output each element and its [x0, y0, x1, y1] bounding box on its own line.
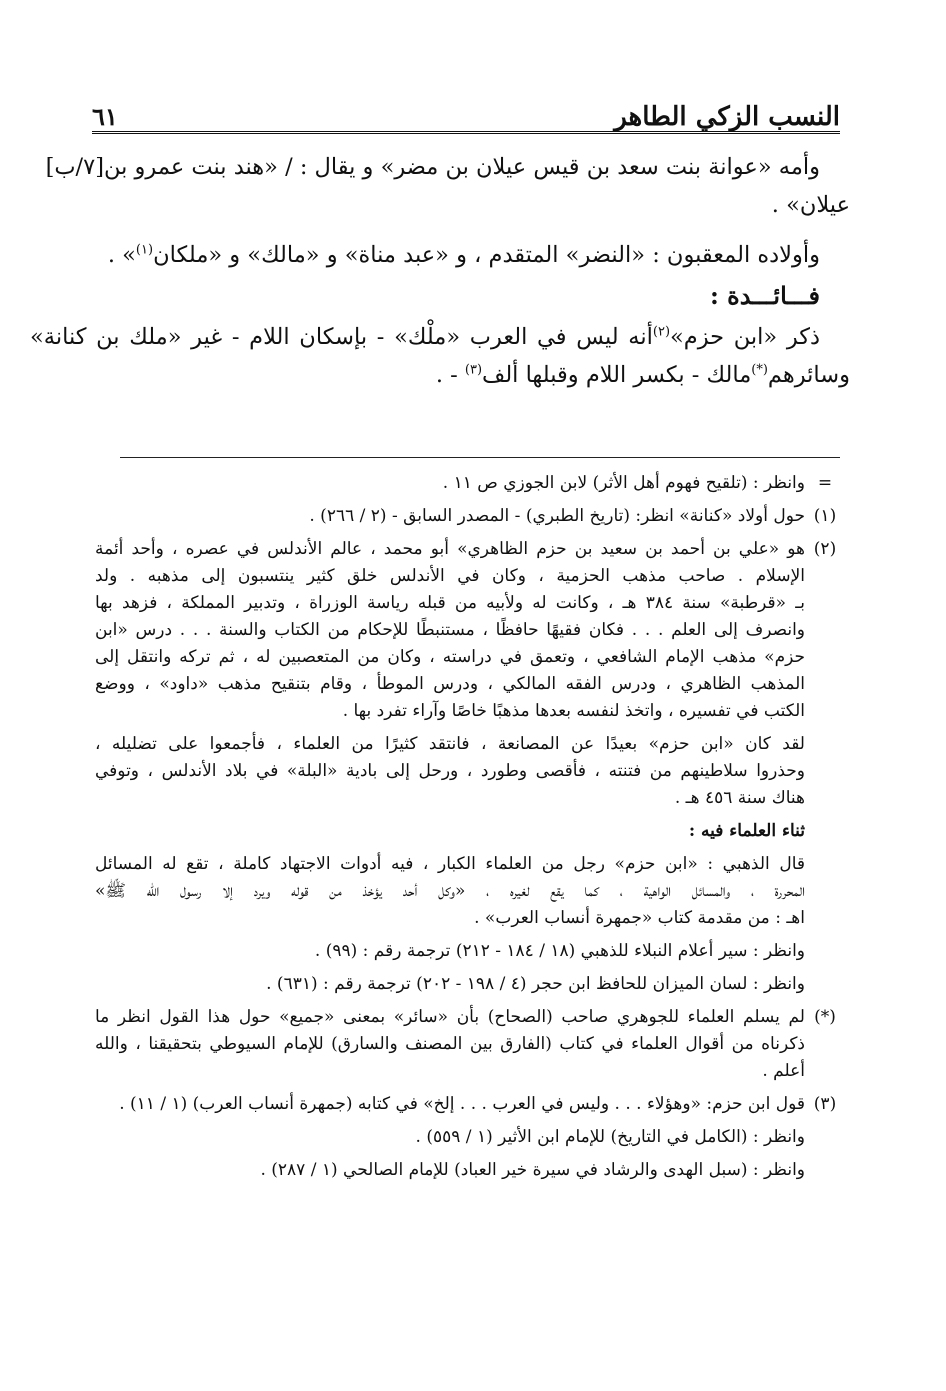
footnote-line: وانظر : (تلقيح فهوم أهل الأثر) لابن الجوزي ص ١١ .	[442, 473, 805, 493]
footnote-line: الكتب في تفسيره ، واتخذ لنفسه بعدها مذهبًا خاصًا وآراء تفرد بها .	[342, 701, 805, 721]
footnote-line: المحررة ، والمسائل الواهية ، كما يقع لغيره ، «وكل أحد يؤخذ من قوله ويرد إلا رسول الله ﷺ»	[95, 881, 805, 901]
footnote-line: اهـ : من مقدمة كتاب «جمهرة أنساب العرب» .	[474, 908, 805, 928]
footnote-subheading: ثناء العلماء فيه :	[688, 821, 805, 841]
footnote-ref-star: (*)	[751, 362, 768, 378]
footnote-line: الإسلام . صاحب مذهب الحزمية ، وكان في الأندلس خلق كثير ينتسبون إلى مذهبه . ولد	[95, 566, 805, 586]
body-line-4	[30, 318, 850, 356]
section-heading: فـــائـــدة :	[709, 281, 820, 310]
footnote-reference: وانظر : (سبل الهدى والرشاد في سيرة خير العباد) للإمام الصالحي (١ / ٢٨٧) .	[260, 1160, 805, 1180]
body-line-3-text: وأولاده المعقبون : «النضر» المتقدم ، و «عبد مناة» و «مالك» و «ملكان	[153, 242, 820, 268]
main-text	[30, 148, 850, 394]
footnote-line: ذكرناه من أقوال العلماء في كتاب (الفارق بين المصنف والسارق) للإمام السيوطي بتحقيقنا ، والله	[95, 1034, 805, 1054]
footnote-mark: =	[817, 473, 833, 493]
footnote-3	[95, 1091, 845, 1184]
footnote-line: قال الذهبي : «ابن حزم» رجل من العلماء الكبار ، فيه أدوات الاجتهاد كاملة ، تقع له المسائل	[95, 854, 806, 874]
footnote-reference: وانظر : لسان الميزان للحافظ ابن حجر (٤ / ١٩٨ - ٢٠٢) ترجمة رقم : (٦٣١) .	[266, 974, 805, 994]
body-line-3	[30, 236, 850, 274]
body-line-3-end: » .	[107, 242, 136, 268]
footnote-reference: وانظر : سير أعلام النبلاء للذهبي (١٨ / ١٨٤ - ٢١٢) ترجمة رقم : (٩٩) .	[314, 941, 805, 961]
footnote-line: أعلم .	[762, 1061, 805, 1081]
body-line-4-b: أنه ليس في العرب «ملْك» - بإسكان اللام - غير «ملك بن كنانة»	[30, 324, 653, 350]
body-line-5-a: وسائرهم	[767, 362, 850, 388]
footnote-mark: (١)	[813, 506, 837, 526]
footnote-star	[95, 1004, 845, 1085]
footnote-mark: (٣)	[813, 1094, 837, 1114]
footnote-mark: (٢)	[813, 539, 837, 559]
footnote-line: وحذروا سلاطينهم من فتنته ، فأقصى وطورد ، ورحل إلى بادية «البلة» في بلاد الأندلس ، وتوفي	[95, 761, 805, 781]
footnote-line: لقد كان «ابن حزم» بعيدًا عن المصانعة ، فانتقد كثيرًا من العلماء ، فأجمعوا على تضليله ،	[95, 734, 805, 754]
body-line-2: عيلان» .	[771, 192, 850, 218]
footnote-line: هناك سنة ٤٥٦ هـ .	[674, 788, 805, 808]
page-number: ٦١	[92, 102, 118, 131]
footnote-line: لم يسلم العلماء للجوهري صاحب (الصحاح) بأن «سائر» بمعنى «جميع» حول هذا القول انظر ما	[95, 1007, 805, 1027]
footnote-reference: وانظر : (الكامل في التاريخ) للإمام ابن الأثير (١ / ٥٥٩) .	[415, 1127, 805, 1147]
footnote-line: حول أولاد «كنانة» انظر: (تاريخ الطبري) - المصدر السابق - (٢ / ٢٦٦) .	[309, 506, 805, 526]
footnote-line: بـ «قرطبة» سنة ٣٨٤ هـ ، وكانت له ولأبيه من قبله رياسة الوزراة ، وتدبير المملكة ، فزهد بها	[95, 593, 805, 613]
page-header	[92, 92, 840, 132]
footnote-line: وانصرف إلى العلم . . . فكان فقيهًا حافظًا ، مستنبطًا للإحكام من الكتاب والسنة . . . درس «ابن	[95, 620, 805, 640]
footnote-ref-2: (٢)	[652, 324, 671, 340]
footnotes	[95, 470, 845, 1190]
body-line-5	[30, 356, 850, 394]
footnote-1	[95, 503, 845, 530]
footnote-2	[95, 536, 845, 998]
footnote-ref-1: (١)	[135, 242, 154, 258]
footnote-continuation	[95, 470, 845, 497]
footnote-line: قول ابن حزم: «وهؤلاء . . . وليس في العرب . . . إلخ» في كتابه (جمهرة أنساب العرب) (١ / ١١) .	[119, 1094, 805, 1114]
body-line-5-b: مالك - بكسر اللام وقبلها ألف	[482, 362, 752, 388]
footnote-line: حزم» مذهب الإمام الشافعي ، وتعمق في دراسته ، وكان من المتعصبين له ، ثم تركه وانتقل إلى	[95, 647, 805, 667]
body-line-5-c: - .	[435, 362, 465, 388]
footnote-line: المذهب الظاهري ، ودرس الفقه المالكي ، ودرس الموطأ ، وقام بتنقيح مذهب «داود» ، ووضع	[95, 674, 805, 694]
body-line-1: وأمه «عوانة بنت سعد بن قيس عيلان بن مضر» و يقال : / «هند بنت عمرو بن[٧/ب]	[45, 154, 820, 180]
running-title: النسب الزكي الطاهر	[614, 102, 840, 132]
body-line-4-a: ذكر «ابن حزم»	[670, 324, 820, 350]
header-rule	[92, 131, 840, 134]
footnote-mark: (*)	[814, 1007, 836, 1027]
footnote-ref-3: (٣)	[464, 362, 483, 378]
footnote-line: هو «علي بن أحمد بن سعيد بن حزم الظاهري» أبو محمد ، عالم الأندلس في عصره ، وأحد أئمة	[95, 539, 805, 559]
footnote-separator	[120, 457, 840, 458]
